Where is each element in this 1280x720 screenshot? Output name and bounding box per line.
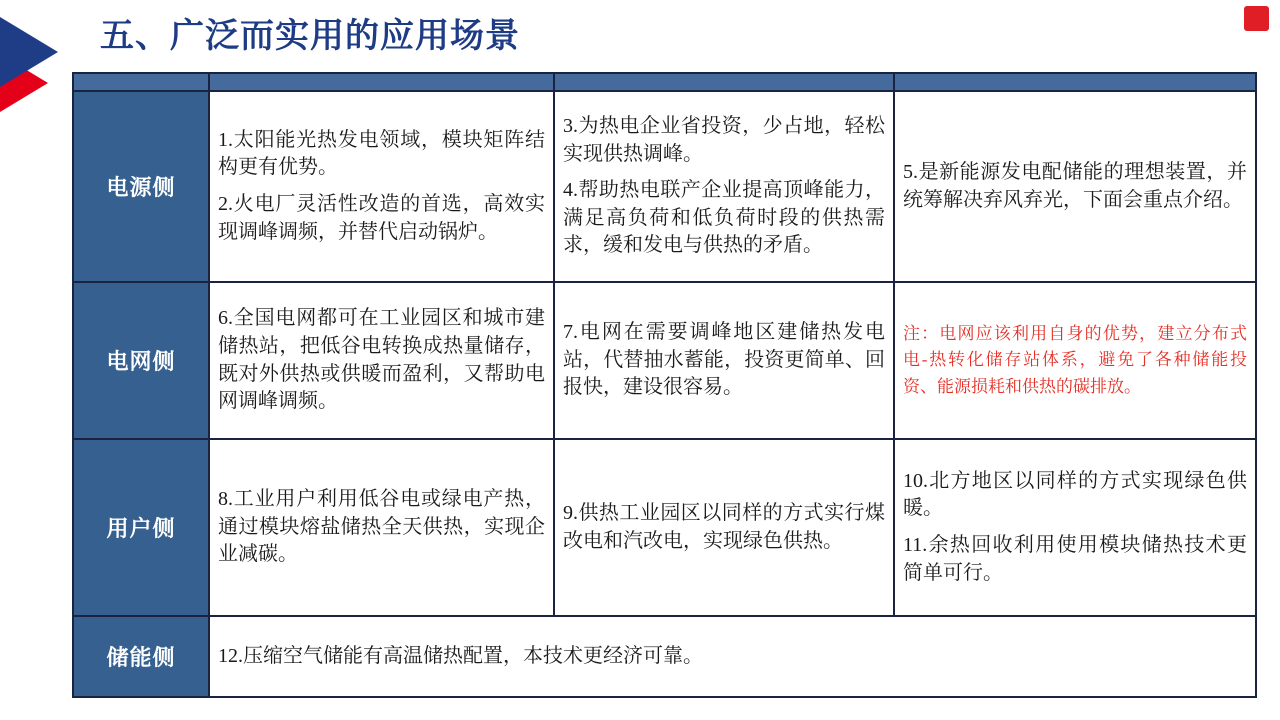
cell-power-3 [894,91,1256,282]
cell-paragraph: 6.全国电网都可在工业园区和城市建储热站，把低谷电转换成热量储存，既对外供热或供暖而盈利，又帮助电网调峰调频。 [218,307,545,413]
cell-paragraph: 1.太阳能光热发电领域，模块矩阵结构更有优势。 [218,128,545,179]
table-row-power-side [73,91,1256,282]
cell-paragraph: 3.为热电企业省投资，少占地，轻松实现供热调峰。 [563,115,885,165]
cell-user-3 [894,439,1256,616]
red-note-paragraph: 注：电网应该利用自身的优势，建立分布式电-热转化储存站体系，避免了各种储能投资、能源损耗和供热的碳排放。 [903,323,1247,396]
cell-grid-2 [554,282,894,439]
cell-paragraph: 7.电网在需要调峰地区建储热发电站，代替抽水蓄能，投资更简单、回报快，建设很容易。 [563,321,885,399]
row-header-power-side: 电源侧 [73,91,209,282]
cell-grid-1 [209,282,554,439]
cell-user-2 [554,439,894,616]
corner-red-square-icon [1244,6,1269,31]
table-header-band-row [73,73,1256,91]
header-band-cell [73,73,209,91]
application-scenarios-table [72,72,1257,698]
cell-power-2 [554,91,894,282]
cell-paragraph: 12.压缩空气储能有高温储热配置，本技术更经济可靠。 [218,644,703,667]
cell-storage-1 [209,616,1256,697]
row-header-grid-side: 电网侧 [73,282,209,439]
header-band-cell [554,73,894,91]
header-band-cell [209,73,554,91]
table-row-storage-side [73,616,1256,697]
cell-paragraph: 10.北方地区以同样的方式实现绿色供暖。 [903,469,1247,520]
page-title: 五、广泛而实用的应用场景 [100,18,520,55]
cell-paragraph: 11.余热回收利用使用模块储热技术更简单可行。 [903,534,1247,584]
cell-paragraph: 9.供热工业园区以同样的方式实行煤改电和汽改电，实现绿色供热。 [563,501,885,552]
logo-blue-triangle-icon [0,17,58,87]
header-band-cell [894,73,1256,91]
cell-paragraph: 4.帮助热电联产企业提高顶峰能力，满足高负荷和低负荷时段的供热需求，缓和发电与供热的矛盾。 [563,179,885,257]
cell-paragraph: 8.工业用户利用低谷电或绿电产热，通过模块熔盐储热全天供热，实现企业减碳。 [218,488,545,566]
cell-paragraph: 2.火电厂灵活性改造的首选，高效实现调峰调频，并替代启动锅炉。 [218,193,545,243]
row-header-user-side: 用户侧 [73,439,209,616]
table-row-grid-side [73,282,1256,439]
cell-user-1 [209,439,554,616]
row-header-storage-side: 储能侧 [73,616,209,697]
cell-paragraph: 5.是新能源发电配储能的理想装置，并统筹解决弃风弃光，下面会重点介绍。 [903,160,1247,211]
table-row-user-side [73,439,1256,616]
cell-grid-note [894,282,1256,439]
cell-power-1 [209,91,554,282]
